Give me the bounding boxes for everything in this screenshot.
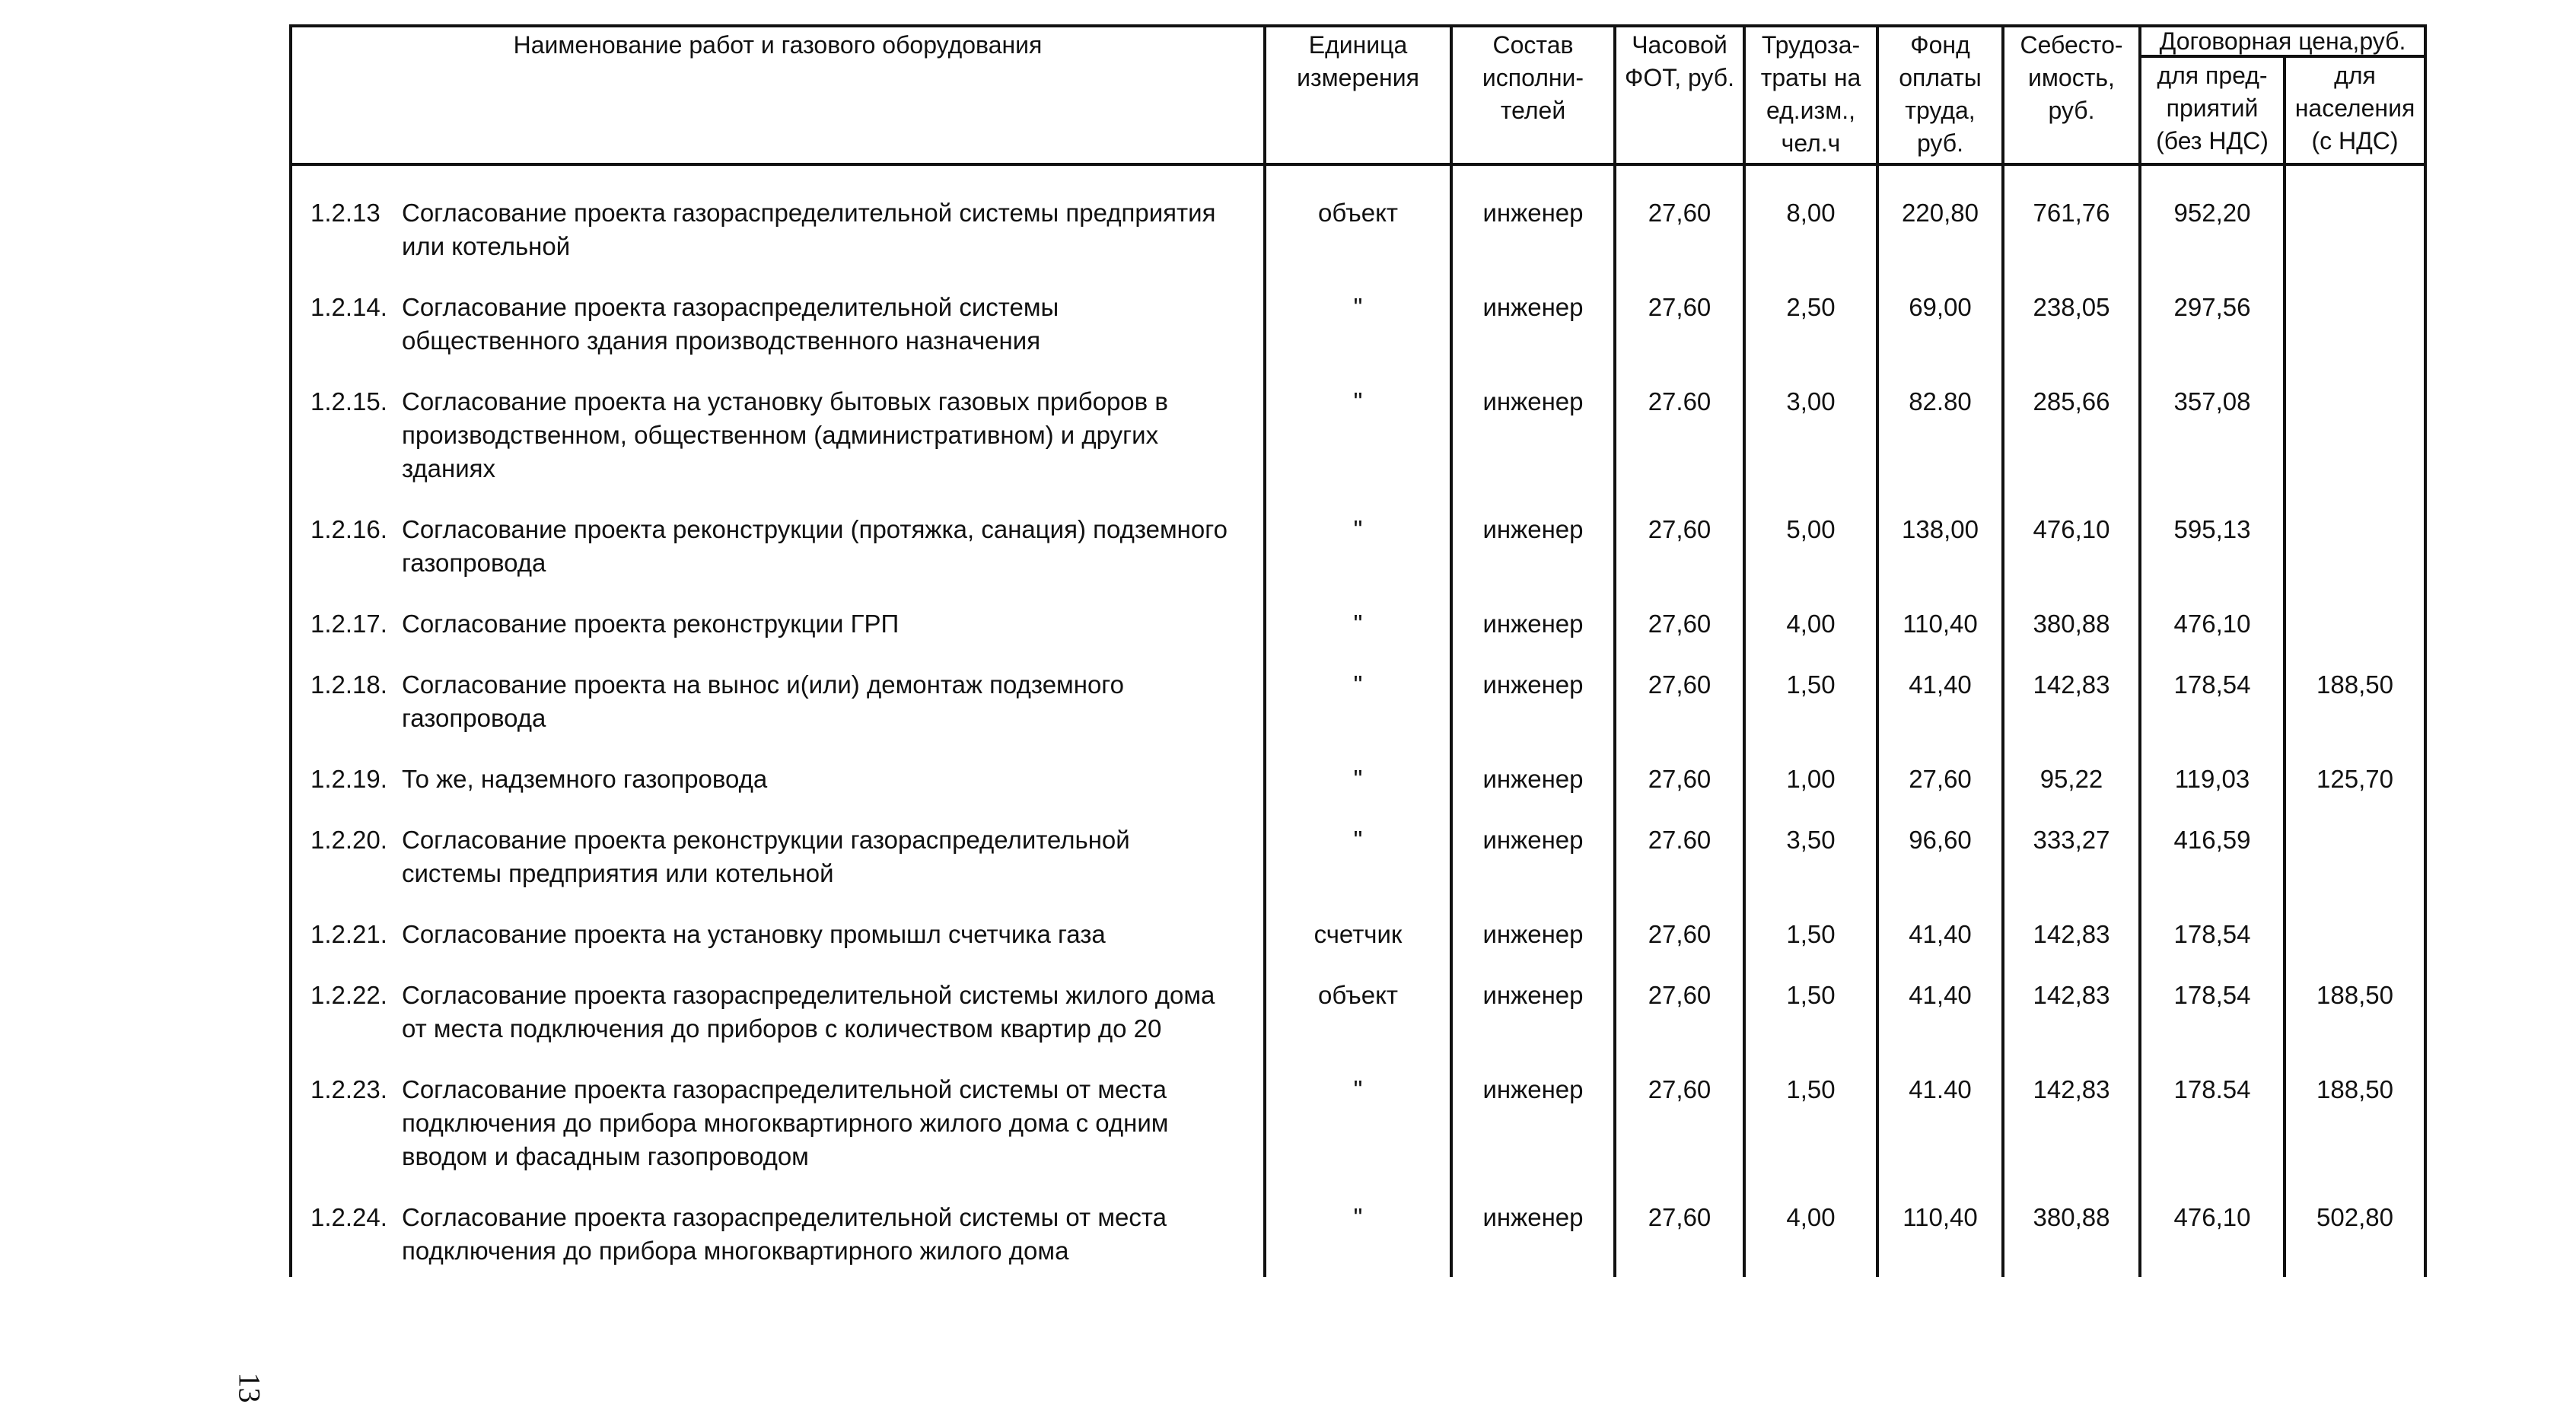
cell-work bbox=[291, 918, 1265, 979]
cell-cost: 476,10 bbox=[2003, 513, 2140, 607]
cell-cost: 142,83 bbox=[2003, 1073, 2140, 1201]
cell-price-ent: 952,20 bbox=[2140, 164, 2285, 291]
cell-labor: 3,50 bbox=[1744, 823, 1877, 918]
cell-cost: 380,88 bbox=[2003, 1201, 2140, 1277]
cell-hourly: 27,60 bbox=[1615, 979, 1744, 1073]
table-row bbox=[291, 607, 2425, 668]
item-code: 1.2.19. bbox=[310, 765, 387, 793]
cell-fund: 82.80 bbox=[1877, 385, 2003, 513]
cell-staff: инженер bbox=[1451, 823, 1615, 918]
item-code: 1.2.18. bbox=[310, 670, 387, 699]
cell-staff: инженер bbox=[1451, 979, 1615, 1073]
cell-price-ent: 178,54 bbox=[2140, 979, 2285, 1073]
cell-labor: 1,00 bbox=[1744, 763, 1877, 823]
cell-price-pop: 502,80 bbox=[2285, 1201, 2425, 1277]
cell-cost: 95,22 bbox=[2003, 763, 2140, 823]
cell-cost: 142,83 bbox=[2003, 979, 2140, 1073]
cell-work bbox=[291, 1073, 1265, 1201]
cell-hourly: 27,60 bbox=[1615, 1073, 1744, 1201]
cell-price-pop: 188,50 bbox=[2285, 668, 2425, 763]
cell-price-pop bbox=[2285, 918, 2425, 979]
cell-unit: " bbox=[1265, 607, 1451, 668]
cell-staff: инженер bbox=[1451, 385, 1615, 513]
cell-work bbox=[291, 979, 1265, 1073]
cell-unit: " bbox=[1265, 291, 1451, 385]
cell-hourly: 27,60 bbox=[1615, 918, 1744, 979]
cell-work bbox=[291, 1201, 1265, 1277]
cell-price-pop bbox=[2285, 513, 2425, 607]
cell-price-ent: 119,03 bbox=[2140, 763, 2285, 823]
cell-fund: 110,40 bbox=[1877, 1201, 2003, 1277]
table-row bbox=[291, 823, 2425, 918]
cell-fund: 41,40 bbox=[1877, 668, 2003, 763]
cell-unit: " bbox=[1265, 513, 1451, 607]
cell-price-pop bbox=[2285, 385, 2425, 513]
cell-work bbox=[291, 823, 1265, 918]
cell-staff: инженер bbox=[1451, 1201, 1615, 1277]
cell-unit: " bbox=[1265, 1073, 1451, 1201]
cell-labor: 5,00 bbox=[1744, 513, 1877, 607]
cell-staff: инженер bbox=[1451, 164, 1615, 291]
item-title: Согласование проекта газораспределительной системы жилого дома от места подключения до приборов с количеством квартир до 20 bbox=[402, 981, 1215, 1043]
cell-work bbox=[291, 291, 1265, 385]
cell-labor: 1,50 bbox=[1744, 668, 1877, 763]
cell-cost: 142,83 bbox=[2003, 918, 2140, 979]
cell-unit: " bbox=[1265, 763, 1451, 823]
item-title: Согласование проекта реконструкции (протяжка, санация) подземного газопровода bbox=[402, 515, 1228, 577]
cell-unit: " bbox=[1265, 823, 1451, 918]
header-unit: Единица измерения bbox=[1265, 26, 1451, 164]
header-contract: Договорная цена,руб. bbox=[2140, 26, 2425, 56]
cell-staff: инженер bbox=[1451, 291, 1615, 385]
item-title: Согласование проекта газораспределительной системы от места подключения до прибора многоквартирного жилого дома с одним вводом и фасадным газопроводом bbox=[402, 1075, 1169, 1170]
item-code: 1.2.21. bbox=[310, 920, 387, 948]
cell-work bbox=[291, 164, 1265, 291]
cell-price-ent: 297,56 bbox=[2140, 291, 2285, 385]
cell-staff: инженер bbox=[1451, 763, 1615, 823]
cell-work bbox=[291, 668, 1265, 763]
table-row bbox=[291, 1073, 2425, 1201]
cell-hourly: 27.60 bbox=[1615, 385, 1744, 513]
cell-price-ent: 357,08 bbox=[2140, 385, 2285, 513]
table-row bbox=[291, 385, 2425, 513]
cell-work bbox=[291, 763, 1265, 823]
item-title: Согласование проекта газораспределительной системы предприятия или котельной bbox=[402, 199, 1216, 260]
cell-price-pop bbox=[2285, 164, 2425, 291]
cell-fund: 69,00 bbox=[1877, 291, 2003, 385]
table-row bbox=[291, 513, 2425, 607]
cell-unit: счетчик bbox=[1265, 918, 1451, 979]
header-labor: Трудоза-траты на ед.изм., чел.ч bbox=[1744, 26, 1877, 164]
page-number: 13 bbox=[232, 1372, 267, 1403]
table-header bbox=[291, 26, 2425, 164]
item-title: Согласование проекта реконструкции газораспределительной системы предприятия или котельной bbox=[402, 826, 1130, 887]
header-price-population: для населения (с НДС) bbox=[2285, 56, 2425, 164]
cell-price-ent: 595,13 bbox=[2140, 513, 2285, 607]
cell-price-pop bbox=[2285, 607, 2425, 668]
cell-hourly: 27,60 bbox=[1615, 164, 1744, 291]
item-code: 1.2.15. bbox=[310, 387, 387, 415]
item-title: Согласование проекта реконструкции ГРП bbox=[402, 610, 900, 638]
cell-work bbox=[291, 385, 1265, 513]
item-code: 1.2.23. bbox=[310, 1075, 387, 1103]
cell-price-ent: 178,54 bbox=[2140, 918, 2285, 979]
cell-price-pop: 125,70 bbox=[2285, 763, 2425, 823]
cell-staff: инженер bbox=[1451, 1073, 1615, 1201]
header-work: Наименование работ и газового оборудования bbox=[291, 26, 1265, 164]
item-code: 1.2.22. bbox=[310, 981, 387, 1009]
cell-fund: 138,00 bbox=[1877, 513, 2003, 607]
item-title: Согласование проекта на установку промышл счетчика газа bbox=[402, 920, 1106, 948]
cell-work bbox=[291, 607, 1265, 668]
cell-labor: 4,00 bbox=[1744, 1201, 1877, 1277]
cell-cost: 238,05 bbox=[2003, 291, 2140, 385]
cell-price-pop: 188,50 bbox=[2285, 979, 2425, 1073]
cell-staff: инженер bbox=[1451, 668, 1615, 763]
cell-price-ent: 416,59 bbox=[2140, 823, 2285, 918]
cell-unit: объект bbox=[1265, 979, 1451, 1073]
cell-fund: 96,60 bbox=[1877, 823, 2003, 918]
item-title: Согласование проекта на вынос и(или) демонтаж подземного газопровода bbox=[402, 670, 1124, 732]
cell-fund: 220,80 bbox=[1877, 164, 2003, 291]
item-title: Согласование проекта на установку бытовых газовых приборов в производственном, общественном (административном) и других зданиях bbox=[402, 387, 1168, 482]
cell-fund: 110,40 bbox=[1877, 607, 2003, 668]
header-price-enterprises: для пред-приятий (без НДС) bbox=[2140, 56, 2285, 164]
cell-labor: 1,50 bbox=[1744, 1073, 1877, 1201]
cell-price-ent: 476,10 bbox=[2140, 607, 2285, 668]
table-row bbox=[291, 291, 2425, 385]
cell-fund: 41,40 bbox=[1877, 918, 2003, 979]
cell-cost: 761,76 bbox=[2003, 164, 2140, 291]
cell-labor: 1,50 bbox=[1744, 979, 1877, 1073]
item-code: 1.2.13 bbox=[310, 199, 381, 227]
cell-hourly: 27,60 bbox=[1615, 1201, 1744, 1277]
item-code: 1.2.24. bbox=[310, 1203, 387, 1231]
cell-labor: 3,00 bbox=[1744, 385, 1877, 513]
cell-staff: инженер bbox=[1451, 513, 1615, 607]
cell-unit: " bbox=[1265, 385, 1451, 513]
cell-price-ent: 476,10 bbox=[2140, 1201, 2285, 1277]
cell-labor: 1,50 bbox=[1744, 918, 1877, 979]
table-row bbox=[291, 763, 2425, 823]
table-row bbox=[291, 918, 2425, 979]
cell-price-ent: 178.54 bbox=[2140, 1073, 2285, 1201]
cell-labor: 2,50 bbox=[1744, 291, 1877, 385]
cell-labor: 8,00 bbox=[1744, 164, 1877, 291]
cell-price-pop bbox=[2285, 823, 2425, 918]
cell-staff: инженер bbox=[1451, 918, 1615, 979]
header-staff: Состав исполни-телей bbox=[1451, 26, 1615, 164]
cell-cost: 333,27 bbox=[2003, 823, 2140, 918]
cell-unit: объект bbox=[1265, 164, 1451, 291]
cell-fund: 41,40 bbox=[1877, 979, 2003, 1073]
cell-cost: 142,83 bbox=[2003, 668, 2140, 763]
cell-hourly: 27,60 bbox=[1615, 291, 1744, 385]
table-row bbox=[291, 668, 2425, 763]
item-title: То же, надземного газопровода bbox=[402, 765, 768, 793]
cell-fund: 27,60 bbox=[1877, 763, 2003, 823]
cell-cost: 285,66 bbox=[2003, 385, 2140, 513]
item-title: Согласование проекта газораспределительной системы от места подключения до прибора многоквартирного жилого дома bbox=[402, 1203, 1167, 1265]
table-row bbox=[291, 164, 2425, 291]
cell-unit: " bbox=[1265, 668, 1451, 763]
item-title: Согласование проекта газораспределительной системы общественного здания производственного назначения bbox=[402, 293, 1059, 355]
cell-price-pop bbox=[2285, 291, 2425, 385]
header-cost: Себесто-имость, руб. bbox=[2003, 26, 2140, 164]
cell-cost: 380,88 bbox=[2003, 607, 2140, 668]
item-code: 1.2.16. bbox=[310, 515, 387, 543]
cell-staff: инженер bbox=[1451, 607, 1615, 668]
cell-labor: 4,00 bbox=[1744, 607, 1877, 668]
cell-hourly: 27,60 bbox=[1615, 668, 1744, 763]
cell-hourly: 27,60 bbox=[1615, 763, 1744, 823]
item-code: 1.2.20. bbox=[310, 826, 387, 854]
cell-work bbox=[291, 513, 1265, 607]
price-table bbox=[289, 24, 2427, 1277]
table-row bbox=[291, 1201, 2425, 1277]
cell-hourly: 27,60 bbox=[1615, 513, 1744, 607]
cell-price-pop: 188,50 bbox=[2285, 1073, 2425, 1201]
cell-unit: " bbox=[1265, 1201, 1451, 1277]
item-code: 1.2.14. bbox=[310, 293, 387, 321]
header-hourly: Часовой ФОТ, руб. bbox=[1615, 26, 1744, 164]
item-code: 1.2.17. bbox=[310, 610, 387, 638]
cell-price-ent: 178,54 bbox=[2140, 668, 2285, 763]
cell-hourly: 27,60 bbox=[1615, 607, 1744, 668]
table-row bbox=[291, 979, 2425, 1073]
cell-fund: 41.40 bbox=[1877, 1073, 2003, 1201]
header-fund: Фонд оплаты труда, руб. bbox=[1877, 26, 2003, 164]
cell-hourly: 27.60 bbox=[1615, 823, 1744, 918]
table-body bbox=[291, 164, 2425, 1277]
